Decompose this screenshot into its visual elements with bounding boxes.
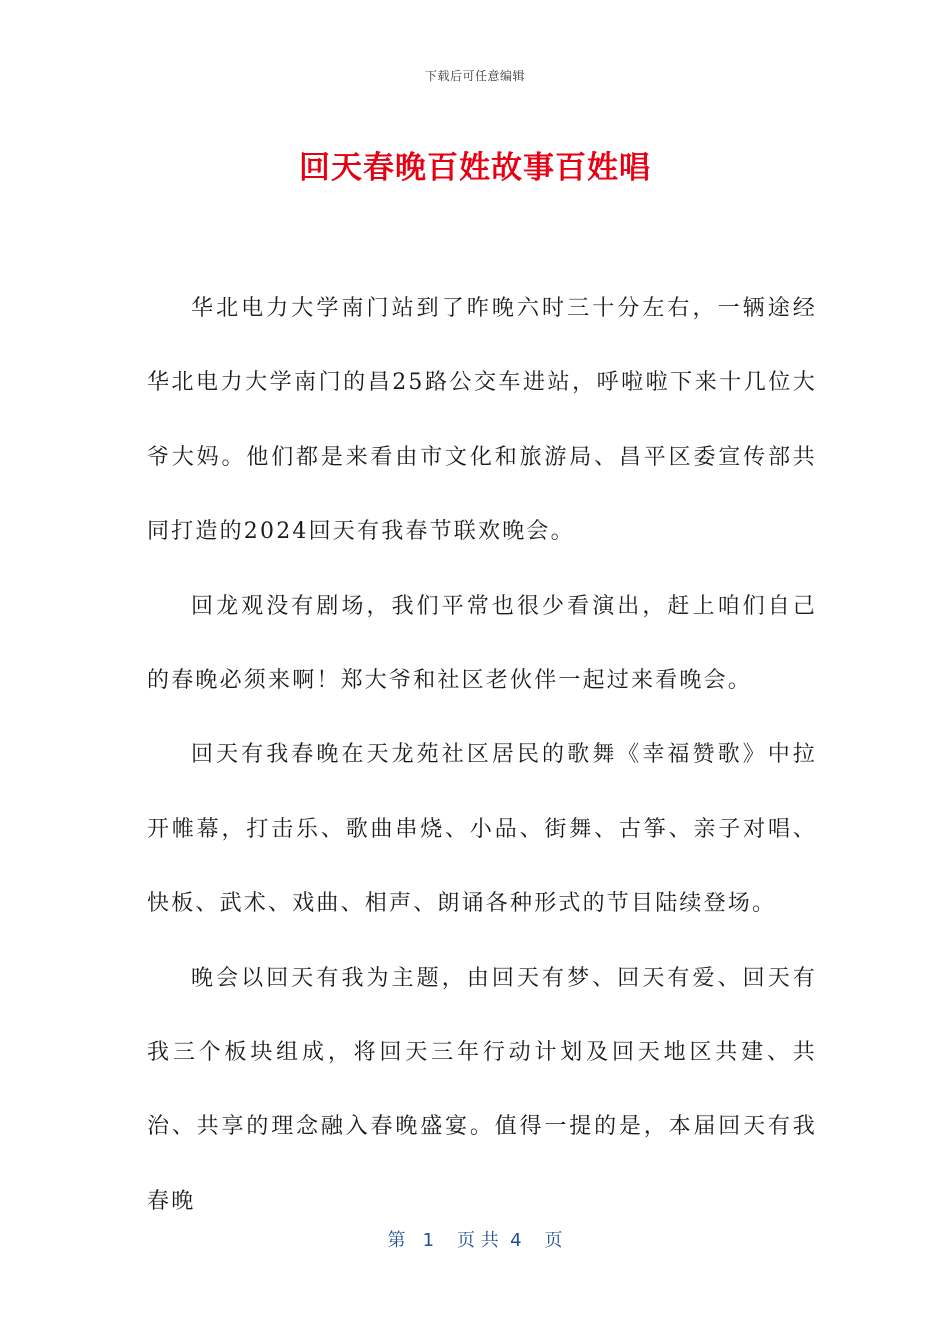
paragraph: 华北电力大学南门站到了昨晚六时三十分左右，一辆途经华北电力大学南门的昌25路公交车进站，呼啦啦下来十几位大爷大妈。他们都是来看由市文化和旅游局、昌平区委宣传部共同打造的2024回天有我春节联欢晚会。	[147, 296, 817, 545]
document-title: 回天春晚百姓故事百姓唱	[299, 150, 651, 186]
header-note: 下载后可任意编辑	[424, 69, 525, 83]
paragraph: 回天有我春晚在天龙苑社区居民的歌舞《幸福赞歌》中拉开帷幕，打击乐、歌曲串烧、小品、街舞、古筝、亲子对唱、快板、武术、戏曲、相声、朗诵各种形式的节目陆续登场。	[147, 742, 817, 917]
paragraph: 晚会以回天有我为主题，由回天有梦、回天有爱、回天有我三个板块组成，将回天三年行动计划及回天地区共建、共治、共享的理念融入春晚盛宴。值得一提的是，本届回天有我春晚	[147, 965, 817, 1214]
paragraph: 回龙观没有剧场，我们平常也很少看演出，赶上咱们自己的春晚必须来啊！郑大爷和社区老伙伴一起过来看晚会。	[147, 593, 817, 694]
page-number-footer: 第 1 页 共 4 页	[387, 1230, 563, 1251]
document-body	[147, 272, 817, 1239]
